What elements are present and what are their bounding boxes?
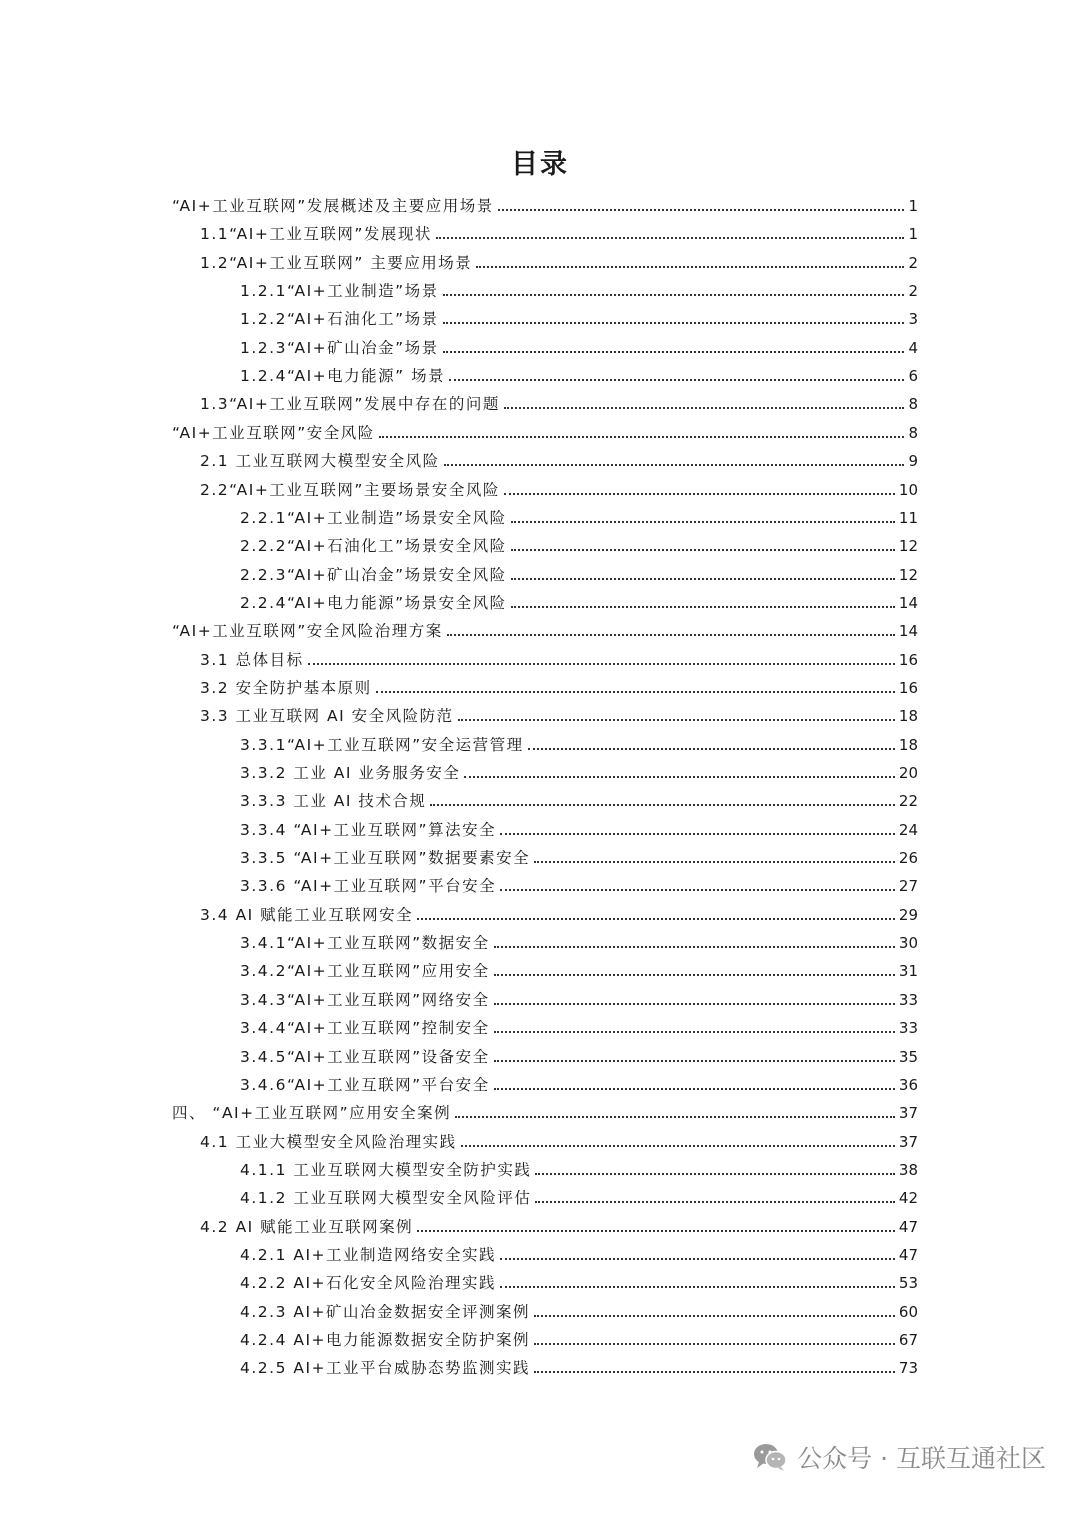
toc-entry[interactable]	[240, 840, 918, 868]
toc-entry[interactable]	[240, 953, 918, 981]
toc-entry-label: 3.3 工业互联网 AI 安全风险防范	[200, 707, 454, 725]
toc-entry[interactable]	[172, 613, 918, 641]
toc-leader-dots	[436, 237, 905, 239]
toc-entry-label: 3.4 AI 赋能工业互联网安全	[200, 906, 414, 924]
toc-entry-page: 16	[898, 679, 918, 697]
toc-leader-dots	[528, 748, 895, 750]
toc-entry-page: 30	[898, 934, 918, 952]
toc-entry-label: 3.4.3“AI+工业互联网”网络安全	[240, 991, 490, 1009]
toc-leader-dots	[494, 1088, 895, 1090]
toc-entry-label: 4.1.1 工业互联网大模型安全防护实践	[240, 1161, 532, 1179]
toc-entry-page: 18	[898, 707, 918, 725]
toc-entry-label: 1.2.2“AI+石油化工”场景	[240, 310, 439, 328]
toc-leader-dots	[443, 294, 905, 296]
toc-entry-label: 2.2.1“AI+工业制造”场景安全风险	[240, 509, 507, 527]
toc-entry-page: 42	[898, 1189, 918, 1207]
toc-leader-dots	[535, 1201, 895, 1203]
toc-leader-dots	[534, 1315, 895, 1317]
toc-entry-label: 3.4.6“AI+工业互联网”平台安全	[240, 1076, 490, 1094]
toc-entry-page: 37	[898, 1133, 918, 1151]
toc-entry-page: 33	[898, 991, 918, 1009]
toc-leader-dots	[494, 1031, 895, 1033]
toc-entry[interactable]	[240, 925, 918, 953]
toc-entry-page: 22	[898, 792, 918, 810]
toc-entry-label: 2.2.2“AI+石油化工”场景安全风险	[240, 537, 507, 555]
toc-entry-page: 14	[898, 622, 918, 640]
toc-entry-page: 47	[898, 1246, 918, 1264]
toc-entry-page: 53	[898, 1274, 918, 1292]
toc-entry[interactable]	[240, 557, 918, 585]
toc-entry-label: 4.1.2 工业互联网大模型安全风险评估	[240, 1189, 532, 1207]
toc-entry-page: 60	[898, 1303, 918, 1321]
toc-leader-dots	[443, 322, 905, 324]
toc-entry[interactable]	[240, 783, 918, 811]
toc-leader-dots	[500, 1258, 895, 1260]
toc-entry-label: 4.2.5 AI+工业平台威胁态势监测实践	[240, 1359, 531, 1377]
toc-entry-label: “AI+工业互联网”发展概述及主要应用场景	[172, 197, 494, 215]
toc-entry-label: 1.2“AI+工业互联网” 主要应用场景	[200, 254, 473, 272]
toc-entry-label: 3.3.2 工业 AI 业务服务安全	[240, 764, 461, 782]
toc-entry[interactable]	[172, 415, 918, 443]
toc-entry[interactable]	[240, 273, 918, 301]
toc-entry-page: 38	[898, 1161, 918, 1179]
toc-entry[interactable]	[240, 1294, 918, 1322]
toc-entry[interactable]	[200, 897, 918, 925]
toc-entry[interactable]	[240, 812, 918, 840]
toc-entry[interactable]	[240, 1237, 918, 1265]
toc-entry[interactable]	[200, 245, 918, 273]
toc-leader-dots	[379, 436, 905, 438]
toc-entry-label: 3.4.4“AI+工业互联网”控制安全	[240, 1019, 490, 1037]
toc-entry-page: 33	[898, 1019, 918, 1037]
wechat-icon	[753, 1442, 787, 1472]
toc-leader-dots	[308, 663, 895, 665]
toc-leader-dots	[444, 464, 905, 466]
toc-entry-page: 9	[908, 452, 918, 470]
toc-entry-label: 四、 “AI+工业互联网”应用安全案例	[172, 1104, 452, 1122]
watermark-text: 公众号 · 互联互通社区	[797, 1444, 1046, 1473]
toc-entry[interactable]	[240, 1322, 918, 1350]
toc-entry-page: 67	[898, 1331, 918, 1349]
toc-entry-page: 14	[898, 594, 918, 612]
toc-entry-page: 36	[898, 1076, 918, 1094]
toc-leader-dots	[498, 209, 905, 211]
toc-leader-dots	[500, 1286, 895, 1288]
toc-leader-dots	[500, 889, 895, 891]
toc-entry[interactable]	[240, 585, 918, 613]
toc-leader-dots	[430, 804, 895, 806]
toc-entry-page: 35	[898, 1048, 918, 1066]
toc-entry[interactable]	[200, 216, 918, 244]
toc-entry-label: 4.2.1 AI+工业制造网络安全实践	[240, 1246, 497, 1264]
toc-leader-dots	[494, 1060, 895, 1062]
toc-entry-label: 3.3.4 “AI+工业互联网”算法安全	[240, 821, 497, 839]
toc-entry-page: 20	[898, 764, 918, 782]
toc-leader-dots	[534, 861, 895, 863]
toc-leader-dots	[504, 493, 895, 495]
toc-entry-page: 12	[898, 566, 918, 584]
toc-entry-label: 3.2 安全防护基本原则	[200, 679, 372, 697]
toc-entry-label: “AI+工业互联网”安全风险	[172, 424, 375, 442]
toc-entry[interactable]	[240, 330, 918, 358]
toc-entry-page: 8	[908, 424, 918, 442]
toc-entry-page: 6	[908, 367, 918, 385]
toc-leader-dots	[447, 634, 895, 636]
toc-entry[interactable]	[240, 1180, 918, 1208]
toc-leader-dots	[511, 521, 895, 523]
toc-entry-label: “AI+工业互联网”安全风险治理方案	[172, 622, 443, 640]
toc-entry-label: 3.3.5 “AI+工业互联网”数据要素安全	[240, 849, 531, 867]
toc-entry[interactable]	[200, 698, 918, 726]
toc-entry-label: 2.2.3“AI+矿山冶金”场景安全风险	[240, 566, 507, 584]
toc-leader-dots	[504, 407, 905, 409]
toc-entry-page: 2	[908, 254, 918, 272]
toc-entry-page: 73	[898, 1359, 918, 1377]
toc-leader-dots	[461, 1145, 895, 1147]
toc-entry-label: 4.1 工业大模型安全风险治理实践	[200, 1133, 457, 1151]
toc-leader-dots	[494, 974, 895, 976]
toc-entry[interactable]	[240, 1350, 918, 1378]
toc-entry[interactable]	[240, 982, 918, 1010]
toc-entry[interactable]	[240, 755, 918, 783]
toc-entry-page: 1	[908, 197, 918, 215]
toc-entry-page: 26	[898, 849, 918, 867]
toc-entry[interactable]	[240, 358, 918, 386]
toc-leader-dots	[534, 1371, 895, 1373]
toc-entry[interactable]	[200, 386, 918, 414]
toc-entry[interactable]	[240, 500, 918, 528]
toc-entry-label: 2.2“AI+工业互联网”主要场景安全风险	[200, 481, 500, 499]
toc-entry-page: 8	[908, 395, 918, 413]
toc-entry-page: 3	[908, 310, 918, 328]
toc-entry[interactable]	[240, 727, 918, 755]
toc-entry-label: 1.2.4“AI+电力能源” 场景	[240, 367, 446, 385]
toc-entry-page: 16	[898, 651, 918, 669]
toc-leader-dots	[500, 833, 895, 835]
toc-leader-dots	[494, 946, 895, 948]
toc-entry[interactable]	[240, 1152, 918, 1180]
toc-entry-page: 2	[908, 282, 918, 300]
toc-entry-label: 3.4.2“AI+工业互联网”应用安全	[240, 962, 490, 980]
watermark	[753, 1437, 1046, 1477]
toc-entry[interactable]	[200, 1124, 918, 1152]
toc-entry-page: 27	[898, 877, 918, 895]
toc-entry-label: 3.3.6 “AI+工业互联网”平台安全	[240, 877, 497, 895]
toc-entry-label: 4.2.4 AI+电力能源数据安全防护案例	[240, 1331, 531, 1349]
toc-leader-dots	[476, 266, 904, 268]
toc-leader-dots	[376, 691, 895, 693]
toc-entry-page: 12	[898, 537, 918, 555]
toc-leader-dots	[534, 1343, 895, 1345]
toc-entry[interactable]	[200, 472, 918, 500]
toc-leader-dots	[494, 1003, 895, 1005]
toc-entry[interactable]	[240, 301, 918, 329]
toc-entry-page: 37	[898, 1104, 918, 1122]
toc-entry[interactable]	[240, 1039, 918, 1067]
toc-entry-label: 2.2.4“AI+电力能源”场景安全风险	[240, 594, 507, 612]
toc-entry-page: 47	[898, 1218, 918, 1236]
toc-entry-label: 4.2.2 AI+石化安全风险治理实践	[240, 1274, 497, 1292]
toc-entry-label: 3.1 总体目标	[200, 651, 304, 669]
toc-leader-dots	[455, 1116, 895, 1118]
toc-leader-dots	[458, 719, 895, 721]
toc-entry[interactable]	[240, 1067, 918, 1095]
toc-entry[interactable]	[240, 868, 918, 896]
toc-entry-page: 31	[898, 962, 918, 980]
toc-entry[interactable]	[240, 1265, 918, 1293]
toc-leader-dots	[535, 1173, 895, 1175]
toc-entry-page: 18	[898, 736, 918, 754]
toc-entry[interactable]	[200, 670, 918, 698]
toc-entry[interactable]	[200, 443, 918, 471]
toc-entry-label: 1.2.1“AI+工业制造”场景	[240, 282, 439, 300]
toc-entry-label: 3.4.1“AI+工业互联网”数据安全	[240, 934, 490, 952]
toc-entry[interactable]	[200, 1209, 918, 1237]
toc-leader-dots	[511, 549, 895, 551]
toc-entry-page: 1	[908, 225, 918, 243]
toc-entry-label: 1.3“AI+工业互联网”发展中存在的问题	[200, 395, 500, 413]
toc-entry-label: 2.1 工业互联网大模型安全风险	[200, 452, 440, 470]
toc-entry[interactable]	[172, 188, 918, 216]
toc-leader-dots	[464, 776, 895, 778]
toc-entry[interactable]	[240, 1010, 918, 1038]
toc-entry-label: 4.2 AI 赋能工业互联网案例	[200, 1218, 414, 1236]
toc-leader-dots	[449, 379, 904, 381]
toc-entry-label: 3.3.1“AI+工业互联网”安全运营管理	[240, 736, 524, 754]
toc-entry[interactable]	[200, 642, 918, 670]
toc-entry[interactable]	[240, 528, 918, 556]
toc-entry[interactable]	[172, 1095, 918, 1123]
toc-entry-page: 11	[898, 509, 918, 527]
toc-leader-dots	[417, 918, 895, 920]
toc-leader-dots	[511, 578, 895, 580]
toc-leader-dots	[443, 351, 905, 353]
toc-entry-label: 1.1“AI+工业互联网”发展现状	[200, 225, 432, 243]
toc-entry-label: 3.4.5“AI+工业互联网”设备安全	[240, 1048, 490, 1066]
page-title: 目录	[511, 149, 569, 180]
toc-entry-page: 24	[898, 821, 918, 839]
toc-entry-page: 10	[898, 481, 918, 499]
toc-entry-label: 4.2.3 AI+矿山冶金数据安全评测案例	[240, 1303, 531, 1321]
toc-entry-page: 29	[898, 906, 918, 924]
toc-entry-label: 1.2.3“AI+矿山冶金”场景	[240, 339, 439, 357]
toc-entry-label: 3.3.3 工业 AI 技术合规	[240, 792, 427, 810]
toc-entry-page: 4	[908, 339, 918, 357]
toc-leader-dots	[417, 1230, 895, 1232]
toc-leader-dots	[511, 606, 895, 608]
